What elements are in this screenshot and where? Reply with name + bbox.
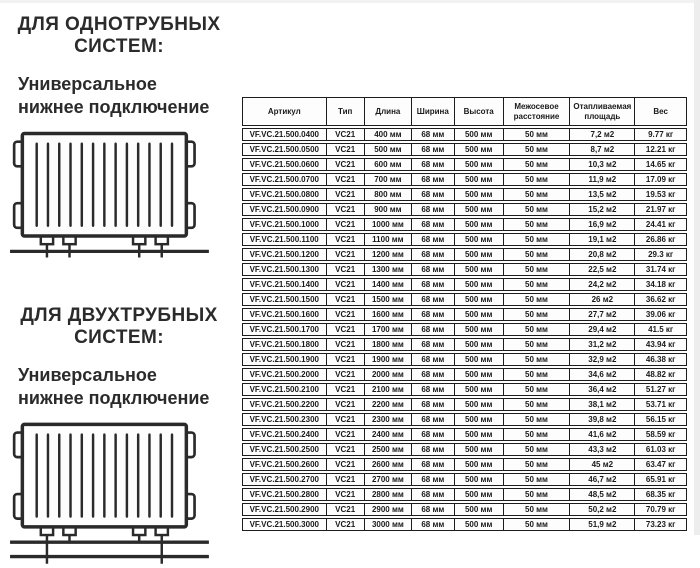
table-cell: VC21 (327, 188, 365, 201)
table-cell: 500 мм (455, 428, 504, 441)
table-row (242, 293, 687, 306)
table-cell: 500 мм (455, 278, 504, 291)
title-line: ДЛЯ ОДНОТРУБНЫХ (17, 14, 221, 35)
table-cell: 500 мм (455, 353, 504, 366)
table-cell: 50 мм (504, 188, 571, 201)
table-cell: 51,9 м2 (570, 518, 635, 531)
table-cell: 500 мм (455, 443, 504, 456)
table-row (242, 458, 687, 471)
table-cell: 68 мм (412, 263, 455, 276)
table-cell: 68 мм (412, 233, 455, 246)
table-cell: 68 мм (412, 158, 455, 171)
table-cell: 50 мм (504, 518, 571, 531)
table-row (242, 428, 687, 441)
table-cell: VC21 (327, 353, 365, 366)
table-cell: VF.VC.21.500.1600 (242, 308, 327, 321)
table-cell: VF.VC.21.500.2300 (242, 413, 327, 426)
single-pipe-section-title (0, 14, 238, 58)
table-cell: VC21 (327, 413, 365, 426)
table-cell: VF.VC.21.500.1900 (242, 353, 327, 366)
table-row (242, 413, 687, 426)
subtitle-line: Универсальное (18, 74, 157, 94)
table-cell: VF.VC.21.500.2800 (242, 488, 327, 501)
table-cell: VC21 (327, 338, 365, 351)
column-header: Межосевое расстояние (504, 97, 571, 126)
table-cell: 2200 мм (365, 398, 412, 411)
table-cell: VC21 (327, 128, 365, 141)
table-cell: 15,2 м2 (570, 203, 635, 216)
table-cell: 68 мм (412, 203, 455, 216)
table-cell: 36.62 кг (635, 293, 687, 306)
table-cell: 68 мм (412, 293, 455, 306)
table-cell: VC21 (327, 173, 365, 186)
table-cell: 2900 мм (365, 503, 412, 516)
table-cell: 16,9 м2 (570, 218, 635, 231)
table-cell: VF.VC.21.500.0500 (242, 143, 327, 156)
table-cell: 22,5 м2 (570, 263, 635, 276)
table-cell: 50 мм (504, 173, 571, 186)
table-cell: 61.03 кг (635, 443, 687, 456)
table-cell: 17.09 кг (635, 173, 687, 186)
table-row (242, 323, 687, 336)
column-header: Отапливаемая площадь (570, 97, 635, 126)
table-cell: 19.53 кг (635, 188, 687, 201)
table-cell: 50 мм (504, 353, 571, 366)
table-cell: 19,1 м2 (570, 233, 635, 246)
table-cell: 500 мм (455, 173, 504, 186)
table-row (242, 488, 687, 501)
table-cell: 500 мм (455, 518, 504, 531)
subtitle-line: нижнее подключение (18, 388, 210, 408)
table-cell: VF.VC.21.500.3000 (242, 518, 327, 531)
table-cell: VC21 (327, 458, 365, 471)
table-cell: 2100 мм (365, 383, 412, 396)
table-cell: 70.79 кг (635, 503, 687, 516)
table-cell: 50 мм (504, 473, 571, 486)
table-cell: 7,2 м2 (570, 128, 635, 141)
table-cell: 68 мм (412, 458, 455, 471)
table-cell: 68 мм (412, 383, 455, 396)
table-row (242, 398, 687, 411)
table-cell: VC21 (327, 218, 365, 231)
table-cell: 500 мм (455, 158, 504, 171)
table-cell: VF.VC.21.500.0900 (242, 203, 327, 216)
table-cell: 24.41 кг (635, 218, 687, 231)
table-cell: VC21 (327, 203, 365, 216)
table-cell: 13,5 м2 (570, 188, 635, 201)
table-cell: VF.VC.21.500.0800 (242, 188, 327, 201)
two-pipe-diagram-wrap (0, 418, 238, 568)
table-cell: 68 мм (412, 218, 455, 231)
table-cell: 46.38 кг (635, 353, 687, 366)
table-cell: 1000 мм (365, 218, 412, 231)
table-row (242, 518, 687, 531)
table-cell: 68 мм (412, 353, 455, 366)
table-cell: 1200 мм (365, 248, 412, 261)
table-cell: 50 мм (504, 233, 571, 246)
table-cell: 500 мм (455, 293, 504, 306)
table-cell: 43.94 кг (635, 338, 687, 351)
table-cell: 50 мм (504, 323, 571, 336)
title-line: СИСТЕМ: (74, 327, 164, 348)
table-cell: 1100 мм (365, 233, 412, 246)
table-cell: VF.VC.21.500.1000 (242, 218, 327, 231)
table-cell: 12.21 кг (635, 143, 687, 156)
table-row (242, 278, 687, 291)
table-cell: VC21 (327, 443, 365, 456)
table-cell: VC21 (327, 233, 365, 246)
table-cell: VF.VC.21.500.2900 (242, 503, 327, 516)
table-cell: 400 мм (365, 128, 412, 141)
table-cell: 43,3 м2 (570, 443, 635, 456)
table-cell: 68 мм (412, 428, 455, 441)
table-cell: 50 мм (504, 398, 571, 411)
left-panel (0, 0, 238, 535)
table-cell: 41.5 кг (635, 323, 687, 336)
table-cell: 68 мм (412, 173, 455, 186)
table-cell: 53.71 кг (635, 398, 687, 411)
single-pipe-diagram-wrap (0, 127, 238, 265)
column-header: Длина (365, 97, 412, 126)
table-cell: 500 мм (455, 188, 504, 201)
table-cell: 50 мм (504, 158, 571, 171)
table-cell: VC21 (327, 383, 365, 396)
table-cell: 1500 мм (365, 293, 412, 306)
table-row (242, 173, 687, 186)
table-cell: 50 мм (504, 263, 571, 276)
table-cell: 50 мм (504, 128, 571, 141)
table-cell: 50 мм (504, 428, 571, 441)
table-cell: 1700 мм (365, 323, 412, 336)
subtitle-line: Универсальное (18, 365, 157, 385)
table-cell: 50 мм (504, 308, 571, 321)
table-row (242, 188, 687, 201)
table-cell: VF.VC.21.500.2500 (242, 443, 327, 456)
table-cell: VC21 (327, 308, 365, 321)
table-cell: VF.VC.21.500.2400 (242, 428, 327, 441)
table-cell: VC21 (327, 398, 365, 411)
table-cell: 68.35 кг (635, 488, 687, 501)
table-cell: VF.VC.21.500.1200 (242, 248, 327, 261)
table-cell: VF.VC.21.500.1800 (242, 338, 327, 351)
table-cell: VC21 (327, 248, 365, 261)
table-cell: 500 мм (455, 323, 504, 336)
table-row (242, 218, 687, 231)
column-header: Артикул (242, 97, 327, 126)
table-cell: 2800 мм (365, 488, 412, 501)
table-cell: 500 мм (455, 413, 504, 426)
table-cell: 50 мм (504, 443, 571, 456)
table-row (242, 158, 687, 171)
table-cell: VF.VC.21.500.1400 (242, 278, 327, 291)
table-cell: 26 м2 (570, 293, 635, 306)
table-cell: 68 мм (412, 398, 455, 411)
table-cell: 14.65 кг (635, 158, 687, 171)
table-row (242, 248, 687, 261)
single-pipe-radiator-icon (8, 127, 213, 265)
table-cell: 1900 мм (365, 353, 412, 366)
table-cell: 68 мм (412, 323, 455, 336)
table-cell: 20,8 м2 (570, 248, 635, 261)
table-cell: 500 мм (455, 263, 504, 276)
table-cell: 500 мм (455, 503, 504, 516)
table-cell: 500 мм (455, 398, 504, 411)
two-pipe-section-title (0, 305, 238, 349)
table-cell: 10,3 м2 (570, 158, 635, 171)
table-cell: 2400 мм (365, 428, 412, 441)
table-cell: VC21 (327, 263, 365, 276)
table-cell: 68 мм (412, 488, 455, 501)
table-row (242, 263, 687, 276)
table-cell: VC21 (327, 503, 365, 516)
table-cell: VF.VC.21.500.1500 (242, 293, 327, 306)
photo-edge-right (694, 0, 700, 535)
table-cell: 500 мм (455, 143, 504, 156)
table-cell: VF.VC.21.500.1700 (242, 323, 327, 336)
table-cell: VC21 (327, 143, 365, 156)
table-cell: 39.06 кг (635, 308, 687, 321)
table-cell: 41,6 м2 (570, 428, 635, 441)
table-cell: 2500 мм (365, 443, 412, 456)
table-cell: 48.82 кг (635, 368, 687, 381)
table-cell: 68 мм (412, 248, 455, 261)
table-row (242, 368, 687, 381)
table-cell: VF.VC.21.500.0700 (242, 173, 327, 186)
table-cell: 31.74 кг (635, 263, 687, 276)
table-row (242, 143, 687, 156)
table-cell: 500 мм (455, 383, 504, 396)
table-cell: 50 мм (504, 278, 571, 291)
table-cell: VC21 (327, 158, 365, 171)
table-cell: VC21 (327, 323, 365, 336)
table-cell: VF.VC.21.500.2100 (242, 383, 327, 396)
table-cell: 32,9 м2 (570, 353, 635, 366)
title-line: СИСТЕМ: (74, 36, 164, 57)
table-cell: 500 мм (455, 368, 504, 381)
table-cell: 56.15 кг (635, 413, 687, 426)
table-cell: 500 мм (455, 233, 504, 246)
table-cell: 50 мм (504, 383, 571, 396)
table-cell: 50 мм (504, 488, 571, 501)
table-row (242, 353, 687, 366)
table-cell: 45 м2 (570, 458, 635, 471)
table-cell: 38,1 м2 (570, 398, 635, 411)
table-cell: 3000 мм (365, 518, 412, 531)
table-cell: 46,7 м2 (570, 473, 635, 486)
table-cell: 500 мм (455, 248, 504, 261)
table-cell: VC21 (327, 518, 365, 531)
table-cell: 58.59 кг (635, 428, 687, 441)
table-cell: 50 мм (504, 248, 571, 261)
table-cell: 9.77 кг (635, 128, 687, 141)
column-header: Тип (327, 97, 365, 126)
table-cell: 600 мм (365, 158, 412, 171)
table-row (242, 383, 687, 396)
table-cell: 68 мм (412, 443, 455, 456)
table-cell: 34,6 м2 (570, 368, 635, 381)
table-cell: VF.VC.21.500.0600 (242, 158, 327, 171)
table-cell: VF.VC.21.500.2000 (242, 368, 327, 381)
table-cell: 63.47 кг (635, 458, 687, 471)
table-row (242, 128, 687, 141)
table-cell: 50 мм (504, 338, 571, 351)
table-cell: 1800 мм (365, 338, 412, 351)
spec-table (242, 95, 687, 533)
table-cell: 500 мм (455, 128, 504, 141)
table-cell: 1600 мм (365, 308, 412, 321)
table-cell: 2000 мм (365, 368, 412, 381)
table-cell: VC21 (327, 293, 365, 306)
table-row (242, 338, 687, 351)
table-cell: 700 мм (365, 173, 412, 186)
table-cell: 68 мм (412, 503, 455, 516)
table-cell: 68 мм (412, 128, 455, 141)
table-cell: VF.VC.21.500.1100 (242, 233, 327, 246)
table-cell: 39,8 м2 (570, 413, 635, 426)
title-line: ДЛЯ ДВУХТРУБНЫХ (20, 305, 218, 326)
table-row (242, 308, 687, 321)
table-cell: 50 мм (504, 218, 571, 231)
table-cell: 500 мм (455, 473, 504, 486)
table-cell: 8,7 м2 (570, 143, 635, 156)
table-cell: 11,9 м2 (570, 173, 635, 186)
table-cell: 500 мм (455, 308, 504, 321)
table-cell: 65.91 кг (635, 473, 687, 486)
table-cell: 68 мм (412, 413, 455, 426)
table-cell: 800 мм (365, 188, 412, 201)
table-cell: 50 мм (504, 458, 571, 471)
table-cell: 73.23 кг (635, 518, 687, 531)
table-cell: 50 мм (504, 143, 571, 156)
table-cell: 50 мм (504, 293, 571, 306)
table-row (242, 473, 687, 486)
table-cell: 50 мм (504, 413, 571, 426)
column-header: Высота (455, 97, 504, 126)
subtitle-line: нижнее подключение (18, 97, 210, 117)
table-cell: 34.18 кг (635, 278, 687, 291)
table-cell: VF.VC.21.500.1300 (242, 263, 327, 276)
spec-table-wrap (242, 95, 687, 533)
table-cell: VF.VC.21.500.2200 (242, 398, 327, 411)
table-cell: 50 мм (504, 503, 571, 516)
table-cell: 68 мм (412, 338, 455, 351)
table-cell: 68 мм (412, 143, 455, 156)
table-cell: 68 мм (412, 308, 455, 321)
column-header: Вес (635, 97, 687, 126)
table-cell: 50,2 м2 (570, 503, 635, 516)
table-cell: 2300 мм (365, 413, 412, 426)
table-cell: VC21 (327, 428, 365, 441)
table-cell: 2600 мм (365, 458, 412, 471)
table-row (242, 203, 687, 216)
table-row (242, 443, 687, 456)
table-cell: 68 мм (412, 278, 455, 291)
table-cell: 36,4 м2 (570, 383, 635, 396)
table-cell: 500 мм (455, 218, 504, 231)
table-cell: 24,2 м2 (570, 278, 635, 291)
table-cell: VC21 (327, 473, 365, 486)
table-row (242, 233, 687, 246)
table-cell: 500 мм (455, 488, 504, 501)
table-cell: 500 мм (455, 338, 504, 351)
table-cell: 29.3 кг (635, 248, 687, 261)
table-cell: 1400 мм (365, 278, 412, 291)
table-cell: 31,2 м2 (570, 338, 635, 351)
table-cell: 500 мм (455, 203, 504, 216)
table-cell: 50 мм (504, 203, 571, 216)
table-header-row (242, 97, 687, 126)
table-cell: VF.VC.21.500.0400 (242, 128, 327, 141)
table-cell: 500 мм (365, 143, 412, 156)
table-cell: 26.86 кг (635, 233, 687, 246)
table-cell: 29,4 м2 (570, 323, 635, 336)
table-cell: 68 мм (412, 518, 455, 531)
table-cell: 68 мм (412, 473, 455, 486)
table-cell: 51.27 кг (635, 383, 687, 396)
table-cell: 48,5 м2 (570, 488, 635, 501)
table-cell: 900 мм (365, 203, 412, 216)
table-cell: 500 мм (455, 458, 504, 471)
table-cell: 50 мм (504, 368, 571, 381)
table-cell: VF.VC.21.500.2600 (242, 458, 327, 471)
two-pipe-radiator-icon (8, 418, 213, 568)
spec-table-body (242, 128, 687, 531)
single-pipe-subtitle (0, 73, 238, 119)
table-cell: VF.VC.21.500.2700 (242, 473, 327, 486)
table-cell: 68 мм (412, 368, 455, 381)
table-cell: 27,7 м2 (570, 308, 635, 321)
table-row (242, 503, 687, 516)
two-pipe-subtitle (0, 364, 238, 410)
column-header: Ширина (412, 97, 455, 126)
table-cell: 68 мм (412, 188, 455, 201)
table-cell: VC21 (327, 278, 365, 291)
table-cell: 1300 мм (365, 263, 412, 276)
table-cell: 2700 мм (365, 473, 412, 486)
table-cell: VC21 (327, 488, 365, 501)
table-cell: VC21 (327, 368, 365, 381)
table-cell: 21.97 кг (635, 203, 687, 216)
